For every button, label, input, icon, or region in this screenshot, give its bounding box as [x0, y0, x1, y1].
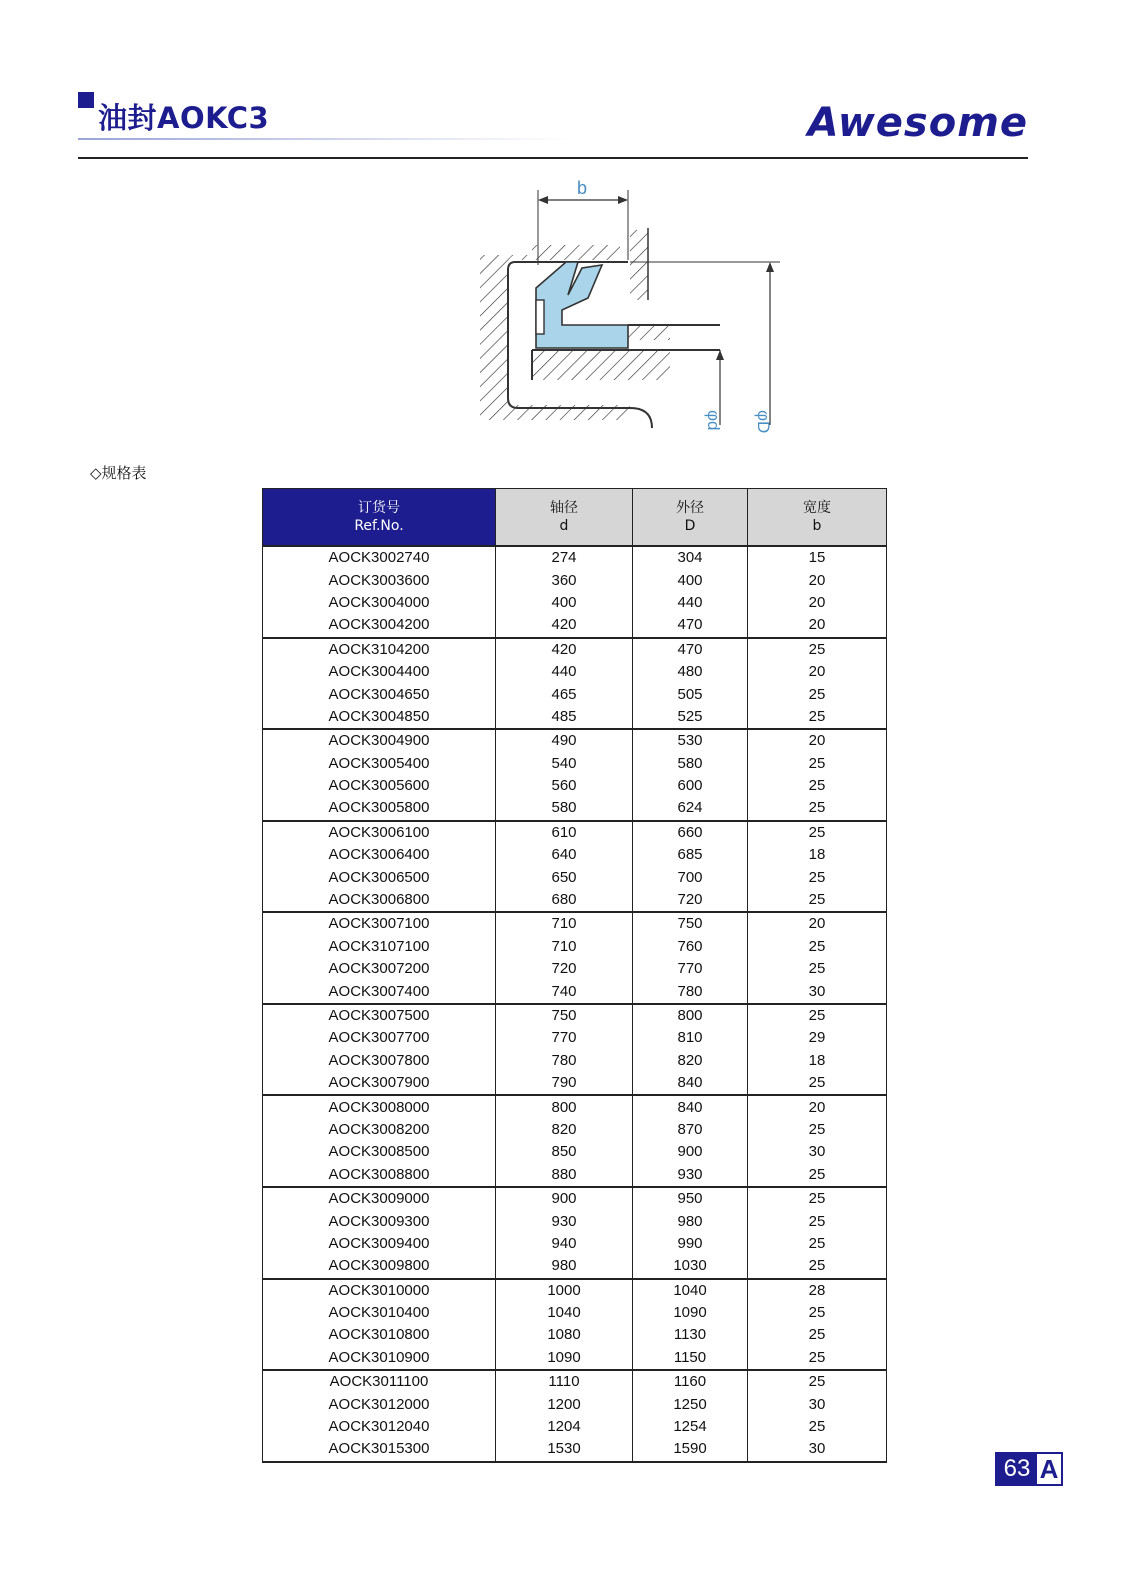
shaft-diameter-cell: 710 — [496, 936, 633, 958]
ref-no-cell: AOCK3004650 — [263, 683, 496, 705]
ref-no-cell: AOCK3008500 — [263, 1141, 496, 1163]
shaft-diameter-cell: 740 — [496, 980, 633, 1003]
shaft-diameter-cell: 650 — [496, 866, 633, 888]
width-cell: 18 — [748, 1050, 887, 1072]
seal-cross-section-diagram — [470, 170, 790, 440]
width-cell: 25 — [748, 866, 887, 888]
shaft-diameter-cell: 820 — [496, 1119, 633, 1141]
header-shaft-diameter — [496, 489, 633, 547]
outer-diameter-cell: 810 — [633, 1027, 748, 1049]
ref-no-cell: AOCK3010000 — [263, 1279, 496, 1302]
width-cell: 25 — [748, 1072, 887, 1095]
shaft-diameter-cell: 490 — [496, 729, 633, 752]
shaft-diameter-cell: 1110 — [496, 1370, 633, 1393]
ref-no-cell: AOCK3006500 — [263, 866, 496, 888]
width-cell: 20 — [748, 592, 887, 614]
header-ref-no-en: Ref.No. — [354, 518, 404, 534]
shaft-diameter-cell: 1040 — [496, 1302, 633, 1324]
width-cell: 25 — [748, 958, 887, 980]
table-row — [263, 1324, 887, 1346]
brand-logo: Awesome — [807, 100, 1028, 146]
table-row — [263, 1233, 887, 1255]
width-cell: 20 — [748, 569, 887, 591]
table-row — [263, 1255, 887, 1278]
ref-no-cell: AOCK3006800 — [263, 889, 496, 912]
outer-diameter-cell: 530 — [633, 729, 748, 752]
outer-diameter-cell: 1030 — [633, 1255, 748, 1278]
ref-no-cell: AOCK3008200 — [263, 1119, 496, 1141]
ref-no-cell: AOCK3010400 — [263, 1302, 496, 1324]
shaft-diameter-cell: 880 — [496, 1164, 633, 1187]
outer-diameter-cell: 660 — [633, 821, 748, 844]
table-row — [263, 1027, 887, 1049]
outer-diameter-cell: 770 — [633, 958, 748, 980]
header-outer-diameter-sym: D — [684, 518, 696, 534]
ref-no-cell: AOCK3008800 — [263, 1164, 496, 1187]
outer-diameter-cell: 1150 — [633, 1347, 748, 1370]
outer-diameter-cell: 440 — [633, 592, 748, 614]
ref-no-cell: AOCK3004000 — [263, 592, 496, 614]
width-cell: 25 — [748, 775, 887, 797]
shaft-diameter-cell: 720 — [496, 958, 633, 980]
outer-diameter-cell: 800 — [633, 1004, 748, 1027]
shaft-diameter-cell: 930 — [496, 1210, 633, 1232]
table-row — [263, 1095, 887, 1118]
table-row — [263, 889, 887, 912]
ref-no-cell: AOCK3007400 — [263, 980, 496, 1003]
ref-no-cell: AOCK3007500 — [263, 1004, 496, 1027]
shaft-diameter-cell: 780 — [496, 1050, 633, 1072]
table-row — [263, 1050, 887, 1072]
header-divider — [78, 157, 1028, 159]
outer-diameter-cell: 480 — [633, 661, 748, 683]
table-row — [263, 844, 887, 866]
width-cell: 25 — [748, 1255, 887, 1278]
dimension-b-label: b — [576, 178, 588, 198]
width-cell: 30 — [748, 980, 887, 1003]
outer-diameter-cell: 505 — [633, 683, 748, 705]
ref-no-cell: AOCK3005600 — [263, 775, 496, 797]
width-cell: 25 — [748, 1416, 887, 1438]
outer-diameter-cell: 780 — [633, 980, 748, 1003]
ref-no-cell: AOCK3009800 — [263, 1255, 496, 1278]
shaft-diameter-cell: 1204 — [496, 1416, 633, 1438]
table-row — [263, 1370, 887, 1393]
table-row — [263, 1187, 887, 1210]
outer-diameter-cell: 400 — [633, 569, 748, 591]
outer-diameter-cell: 980 — [633, 1210, 748, 1232]
ref-no-cell: AOCK3004400 — [263, 661, 496, 683]
width-cell: 29 — [748, 1027, 887, 1049]
shaft-diameter-cell: 1530 — [496, 1438, 633, 1461]
outer-diameter-cell: 950 — [633, 1187, 748, 1210]
header-ref-no — [263, 489, 496, 547]
table-row — [263, 1302, 887, 1324]
width-cell: 25 — [748, 889, 887, 912]
outer-diameter-cell: 1590 — [633, 1438, 748, 1461]
shaft-diameter-cell: 790 — [496, 1072, 633, 1095]
spec-table-header — [263, 489, 887, 547]
header-shaft-diameter-cn: 轴径 — [550, 500, 578, 516]
spec-table-label: ◇规格表 — [90, 464, 147, 482]
shaft-diameter-cell: 1090 — [496, 1347, 633, 1370]
shaft-diameter-cell: 850 — [496, 1141, 633, 1163]
width-cell: 25 — [748, 1233, 887, 1255]
outer-diameter-cell: 600 — [633, 775, 748, 797]
outer-diameter-cell: 1040 — [633, 1279, 748, 1302]
width-cell: 30 — [748, 1141, 887, 1163]
table-row — [263, 638, 887, 661]
shaft-diameter-cell: 770 — [496, 1027, 633, 1049]
outer-diameter-cell: 840 — [633, 1095, 748, 1118]
width-cell: 25 — [748, 706, 887, 729]
ref-no-cell: AOCK3007700 — [263, 1027, 496, 1049]
table-row — [263, 683, 887, 705]
outer-diameter-cell: 1160 — [633, 1370, 748, 1393]
width-cell: 30 — [748, 1438, 887, 1461]
table-row — [263, 1210, 887, 1232]
title-underline — [78, 138, 568, 140]
ref-no-cell: AOCK3006400 — [263, 844, 496, 866]
outer-diameter-cell: 760 — [633, 936, 748, 958]
ref-no-cell: AOCK3005800 — [263, 797, 496, 820]
ref-no-cell: AOCK3107100 — [263, 936, 496, 958]
shaft-diameter-cell: 1080 — [496, 1324, 633, 1346]
table-row — [263, 706, 887, 729]
width-cell: 20 — [748, 912, 887, 935]
width-cell: 25 — [748, 1004, 887, 1027]
table-row — [263, 912, 887, 935]
outer-diameter-cell: 720 — [633, 889, 748, 912]
ref-no-cell: AOCK3006100 — [263, 821, 496, 844]
width-cell: 25 — [748, 1370, 887, 1393]
header-shaft-diameter-sym: d — [559, 518, 569, 534]
dimension-d-label: φd — [704, 410, 723, 431]
outer-diameter-cell: 1130 — [633, 1324, 748, 1346]
table-row — [263, 1347, 887, 1370]
outer-diameter-cell: 840 — [633, 1072, 748, 1095]
shaft-diameter-cell: 465 — [496, 683, 633, 705]
shaft-diameter-cell: 980 — [496, 1255, 633, 1278]
shaft-diameter-cell: 1000 — [496, 1279, 633, 1302]
table-row — [263, 958, 887, 980]
outer-diameter-cell: 685 — [633, 844, 748, 866]
table-row — [263, 1279, 887, 1302]
ref-no-cell: AOCK3008000 — [263, 1095, 496, 1118]
outer-diameter-cell: 624 — [633, 797, 748, 820]
page-number: 63 — [997, 1454, 1037, 1484]
table-row — [263, 1072, 887, 1095]
ref-no-cell: AOCK3012000 — [263, 1393, 496, 1415]
ref-no-cell: AOCK3009000 — [263, 1187, 496, 1210]
shaft-diameter-cell: 710 — [496, 912, 633, 935]
header-outer-diameter — [633, 489, 748, 547]
width-cell: 25 — [748, 797, 887, 820]
table-row — [263, 1393, 887, 1415]
ref-no-cell: AOCK3007200 — [263, 958, 496, 980]
outer-diameter-cell: 900 — [633, 1141, 748, 1163]
shaft-diameter-cell: 580 — [496, 797, 633, 820]
outer-diameter-cell: 820 — [633, 1050, 748, 1072]
shaft-diameter-cell: 420 — [496, 614, 633, 637]
ref-no-cell: AOCK3015300 — [263, 1438, 496, 1461]
outer-diameter-cell: 1254 — [633, 1416, 748, 1438]
dimension-D-label: φD — [754, 410, 773, 434]
width-cell: 30 — [748, 1393, 887, 1415]
width-cell: 25 — [748, 1302, 887, 1324]
table-row — [263, 614, 887, 637]
shaft-diameter-cell: 400 — [496, 592, 633, 614]
ref-no-cell: AOCK3012040 — [263, 1416, 496, 1438]
table-row — [263, 1164, 887, 1187]
shaft-diameter-cell: 420 — [496, 638, 633, 661]
outer-diameter-cell: 750 — [633, 912, 748, 935]
table-row — [263, 1004, 887, 1027]
table-row — [263, 1438, 887, 1461]
table-row — [263, 936, 887, 958]
table-row — [263, 980, 887, 1003]
ref-no-cell: AOCK3009400 — [263, 1233, 496, 1255]
shaft-diameter-cell: 940 — [496, 1233, 633, 1255]
width-cell: 25 — [748, 1187, 887, 1210]
ref-no-cell: AOCK3011100 — [263, 1370, 496, 1393]
outer-diameter-cell: 580 — [633, 753, 748, 775]
header-square-icon — [78, 92, 94, 108]
shaft-diameter-cell: 750 — [496, 1004, 633, 1027]
table-row — [263, 775, 887, 797]
width-cell: 20 — [748, 1095, 887, 1118]
width-cell: 25 — [748, 821, 887, 844]
outer-diameter-cell: 470 — [633, 614, 748, 637]
ref-no-cell: AOCK3004850 — [263, 706, 496, 729]
shaft-diameter-cell: 360 — [496, 569, 633, 591]
outer-diameter-cell: 990 — [633, 1233, 748, 1255]
outer-diameter-cell: 525 — [633, 706, 748, 729]
ref-no-cell: AOCK3007100 — [263, 912, 496, 935]
width-cell: 20 — [748, 614, 887, 637]
width-cell: 25 — [748, 1347, 887, 1370]
table-row — [263, 753, 887, 775]
width-cell: 20 — [748, 661, 887, 683]
width-cell: 15 — [748, 546, 887, 569]
outer-diameter-cell: 470 — [633, 638, 748, 661]
table-row — [263, 546, 887, 569]
table-row — [263, 821, 887, 844]
width-cell: 18 — [748, 844, 887, 866]
shaft-diameter-cell: 1200 — [496, 1393, 633, 1415]
spec-table-body — [263, 546, 887, 1462]
table-row — [263, 866, 887, 888]
outer-diameter-cell: 304 — [633, 546, 748, 569]
page-number-badge — [995, 1452, 1063, 1486]
header-width — [748, 489, 887, 547]
table-row — [263, 797, 887, 820]
outer-diameter-cell: 870 — [633, 1119, 748, 1141]
table-row — [263, 1141, 887, 1163]
table-row — [263, 1416, 887, 1438]
table-row — [263, 592, 887, 614]
outer-diameter-cell: 930 — [633, 1164, 748, 1187]
ref-no-cell: AOCK3002740 — [263, 546, 496, 569]
outer-diameter-cell: 1250 — [633, 1393, 748, 1415]
ref-no-cell: AOCK3009300 — [263, 1210, 496, 1232]
width-cell: 25 — [748, 1164, 887, 1187]
width-cell: 25 — [748, 638, 887, 661]
spec-table — [262, 488, 887, 1463]
width-cell: 25 — [748, 1324, 887, 1346]
shaft-diameter-cell: 560 — [496, 775, 633, 797]
shaft-diameter-cell: 610 — [496, 821, 633, 844]
outer-diameter-cell: 1090 — [633, 1302, 748, 1324]
ref-no-cell: AOCK3003600 — [263, 569, 496, 591]
shaft-diameter-cell: 540 — [496, 753, 633, 775]
width-cell: 25 — [748, 936, 887, 958]
ref-no-cell: AOCK3010900 — [263, 1347, 496, 1370]
shaft-diameter-cell: 485 — [496, 706, 633, 729]
ref-no-cell: AOCK3007800 — [263, 1050, 496, 1072]
ref-no-cell: AOCK3104200 — [263, 638, 496, 661]
ref-no-cell: AOCK3005400 — [263, 753, 496, 775]
width-cell: 25 — [748, 683, 887, 705]
shaft-diameter-cell: 900 — [496, 1187, 633, 1210]
header-width-sym: b — [812, 518, 822, 534]
ref-no-cell: AOCK3010800 — [263, 1324, 496, 1346]
outer-diameter-cell: 700 — [633, 866, 748, 888]
header-width-cn: 宽度 — [803, 500, 831, 516]
ref-no-cell: AOCK3004200 — [263, 614, 496, 637]
table-row — [263, 661, 887, 683]
ref-no-cell: AOCK3004900 — [263, 729, 496, 752]
header-ref-no-cn: 订货号 — [358, 500, 400, 516]
table-row — [263, 729, 887, 752]
header-outer-diameter-cn: 外径 — [676, 500, 704, 516]
shaft-diameter-cell: 440 — [496, 661, 633, 683]
shaft-diameter-cell: 800 — [496, 1095, 633, 1118]
shaft-diameter-cell: 680 — [496, 889, 633, 912]
width-cell: 25 — [748, 1210, 887, 1232]
shaft-diameter-cell: 640 — [496, 844, 633, 866]
width-cell: 28 — [748, 1279, 887, 1302]
width-cell: 25 — [748, 1119, 887, 1141]
ref-no-cell: AOCK3007900 — [263, 1072, 496, 1095]
shaft-diameter-cell: 274 — [496, 546, 633, 569]
width-cell: 20 — [748, 729, 887, 752]
width-cell: 25 — [748, 753, 887, 775]
table-row — [263, 1119, 887, 1141]
table-row — [263, 569, 887, 591]
page-title: 油封AOKC3 — [98, 101, 270, 135]
page-section-letter: A — [1039, 1454, 1059, 1484]
